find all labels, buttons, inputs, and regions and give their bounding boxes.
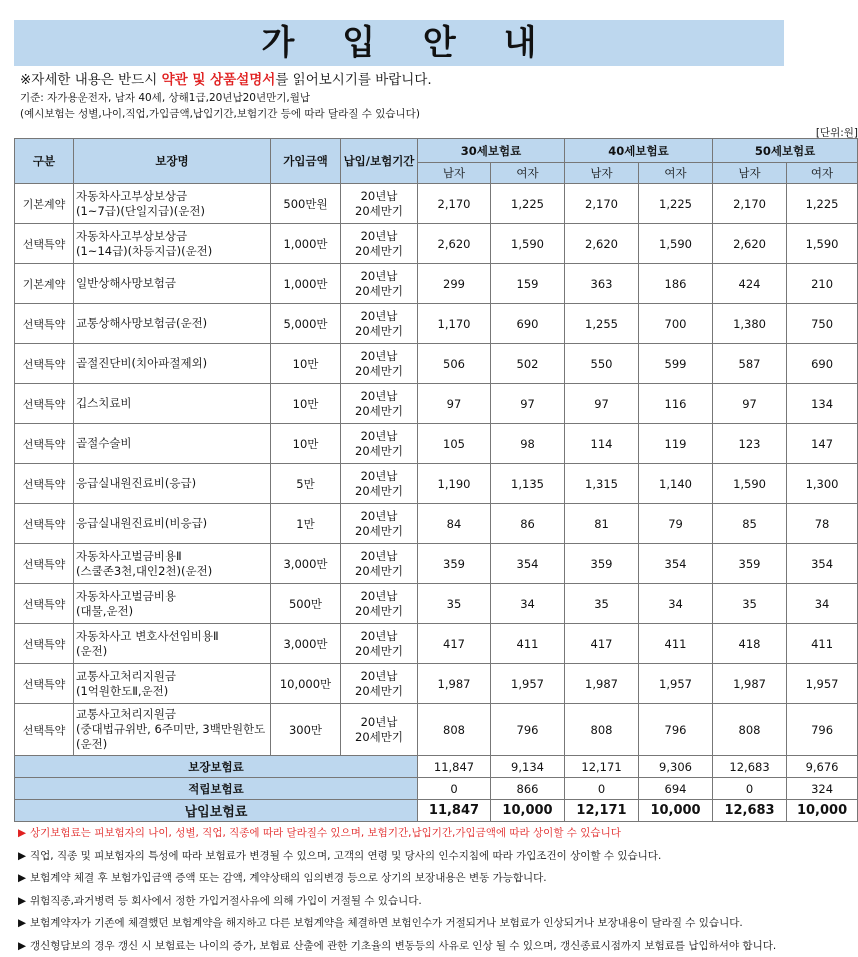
- row-pay-period: 20년납: [341, 669, 417, 684]
- row-category: 선택특약: [15, 584, 74, 624]
- total-value: 10,000: [491, 800, 565, 822]
- row-period: [341, 224, 418, 264]
- total-label: 보장보험료: [15, 756, 418, 778]
- row-premium-value: 359: [418, 544, 491, 584]
- note-text: 보험계약 체결 후 보험가입금액 증액 또는 감액, 계약상태의 임의변경 등으로 상기의 보장내용은 변동 가능합니다.: [30, 872, 547, 884]
- note-text: 상기보험료는 피보험자의 나이, 성별, 직업, 직종에 따라 달라질수 있으며, 보험기간,납입기간,가입금액에 따라 상이할 수 있습니다: [30, 827, 621, 839]
- table-row: [15, 184, 858, 224]
- row-premium-value: 1,380: [713, 304, 787, 344]
- row-premium-value: 1,987: [713, 664, 787, 704]
- row-period: [341, 344, 418, 384]
- row-coverage-line2: (1~7급)(단일지급)(운전): [76, 204, 270, 219]
- row-category: 선택특약: [15, 504, 74, 544]
- total-value: 9,306: [639, 756, 713, 778]
- row-premium-value: 35: [565, 584, 639, 624]
- header-female: 여자: [491, 163, 565, 184]
- table-row: [15, 264, 858, 304]
- row-premium-value: 2,170: [418, 184, 491, 224]
- row-premium-value: 1,957: [787, 664, 858, 704]
- row-premium-value: 1,225: [491, 184, 565, 224]
- row-coverage-period: 20세만기: [341, 730, 417, 745]
- total-value: 11,847: [418, 800, 491, 822]
- row-pay-period: 20년납: [341, 589, 417, 604]
- row-category: 선택특약: [15, 424, 74, 464]
- row-coverage-name: [74, 464, 271, 504]
- row-period: [341, 504, 418, 544]
- row-coverage-period: 20세만기: [341, 364, 417, 379]
- page-title: 가 입 안 내: [244, 23, 555, 63]
- row-premium-value: 79: [639, 504, 713, 544]
- header-category: 구분: [15, 139, 74, 184]
- row-category: 선택특약: [15, 704, 74, 756]
- total-value: 0: [565, 778, 639, 800]
- row-premium-value: 98: [491, 424, 565, 464]
- notes-list: [18, 822, 856, 957]
- total-value: 694: [639, 778, 713, 800]
- row-coverage-name: [74, 384, 271, 424]
- row-premium-value: 359: [713, 544, 787, 584]
- row-premium-value: 363: [565, 264, 639, 304]
- row-premium-value: 35: [713, 584, 787, 624]
- row-premium-value: 1,590: [713, 464, 787, 504]
- row-premium-value: 808: [565, 704, 639, 756]
- row-premium-value: 1,590: [491, 224, 565, 264]
- row-premium-value: 417: [565, 624, 639, 664]
- row-coverage-line1: 자동차사고부상보상금: [76, 189, 270, 204]
- row-premium-value: 2,170: [713, 184, 787, 224]
- row-coverage-name: [74, 224, 271, 264]
- row-premium-value: 411: [639, 624, 713, 664]
- row-coverage-name: [74, 264, 271, 304]
- row-amount: 10만: [271, 424, 341, 464]
- triangle-bullet-icon: ▶: [18, 935, 30, 957]
- row-premium-value: 354: [491, 544, 565, 584]
- row-amount: 10만: [271, 384, 341, 424]
- table-row: [15, 464, 858, 504]
- total-value: 9,134: [491, 756, 565, 778]
- row-premium-value: 411: [787, 624, 858, 664]
- note-text: 위험직종,과거병력 등 회사에서 정한 가입거절사유에 의해 가입이 거절될 수 있습니다.: [30, 895, 422, 907]
- total-value: 0: [418, 778, 491, 800]
- row-premium-value: 123: [713, 424, 787, 464]
- example-text: (예시보험는 성별,나이,직업,가입금액,납입기간,보험기간 등에 따라 달라질 수 있습니다): [20, 106, 420, 121]
- row-amount: 1,000만: [271, 264, 341, 304]
- row-premium-value: 116: [639, 384, 713, 424]
- row-premium-value: 186: [639, 264, 713, 304]
- row-premium-value: 506: [418, 344, 491, 384]
- row-premium-value: 2,620: [418, 224, 491, 264]
- row-premium-value: 159: [491, 264, 565, 304]
- total-value: 866: [491, 778, 565, 800]
- row-coverage-line1: 자동차사고벌금비용Ⅱ: [76, 549, 270, 564]
- header-male: 남자: [713, 163, 787, 184]
- row-premium-value: 1,225: [639, 184, 713, 224]
- row-pay-period: 20년납: [341, 715, 417, 730]
- row-coverage-name: [74, 624, 271, 664]
- header-female: 여자: [787, 163, 858, 184]
- row-premium-value: 1,140: [639, 464, 713, 504]
- row-coverage-name: [74, 504, 271, 544]
- row-premium-value: 796: [639, 704, 713, 756]
- row-coverage-period: 20세만기: [341, 644, 417, 659]
- row-premium-value: 1,590: [639, 224, 713, 264]
- header-coverage: 보장명: [74, 139, 271, 184]
- row-premium-value: 354: [639, 544, 713, 584]
- row-coverage-period: 20세만기: [341, 244, 417, 259]
- table-row: [15, 504, 858, 544]
- row-amount: 10,000만: [271, 664, 341, 704]
- row-premium-value: 85: [713, 504, 787, 544]
- row-period: [341, 304, 418, 344]
- row-period: [341, 264, 418, 304]
- row-category: 선택특약: [15, 304, 74, 344]
- table-row: [15, 384, 858, 424]
- row-premium-value: 1,957: [639, 664, 713, 704]
- row-premium-value: 97: [565, 384, 639, 424]
- row-coverage-name: [74, 304, 271, 344]
- basis-text: 기준: 자가용운전자, 남자 40세, 상해1급,20년납20년만기,월납: [20, 90, 310, 105]
- table-row: [15, 304, 858, 344]
- row-pay-period: 20년납: [341, 309, 417, 324]
- note-text: 직업, 직종 및 피보험자의 특성에 따라 보험료가 변경될 수 있으며, 고객의 연령 및 당사의 인수지침에 따라 가입조건이 상이할 수 있습니다.: [30, 850, 661, 862]
- table-row: [15, 424, 858, 464]
- row-premium-value: 2,620: [713, 224, 787, 264]
- row-premium-value: 690: [787, 344, 858, 384]
- total-rows: [15, 756, 858, 822]
- header-amount: 가입금액: [271, 139, 341, 184]
- row-pay-period: 20년납: [341, 269, 417, 284]
- row-premium-value: 599: [639, 344, 713, 384]
- row-premium-value: 1,135: [491, 464, 565, 504]
- total-value: 12,683: [713, 756, 787, 778]
- row-coverage-name: [74, 664, 271, 704]
- row-period: [341, 184, 418, 224]
- row-coverage-line1: 일반상해사망보험금: [76, 276, 270, 291]
- total-value: 324: [787, 778, 858, 800]
- row-coverage-line2: (스쿨존3천,대인2천)(운전): [76, 564, 270, 579]
- row-premium-value: 418: [713, 624, 787, 664]
- row-coverage-line1: 자동차사고 변호사선임비용Ⅱ: [76, 629, 270, 644]
- total-value: 12,683: [713, 800, 787, 822]
- notice-term-manual: 상품설명서: [210, 72, 275, 88]
- triangle-bullet-icon: ▶: [18, 867, 30, 890]
- row-category: 선택특약: [15, 664, 74, 704]
- row-premium-value: 550: [565, 344, 639, 384]
- table-row: [15, 704, 858, 756]
- row-period: [341, 544, 418, 584]
- row-coverage-line1: 교통사고처리지원금: [76, 669, 270, 684]
- total-value: 12,171: [565, 756, 639, 778]
- row-premium-value: 690: [491, 304, 565, 344]
- row-coverage-line2: (대물,운전): [76, 604, 270, 619]
- row-amount: 5만: [271, 464, 341, 504]
- row-pay-period: 20년납: [341, 469, 417, 484]
- table-row: [15, 224, 858, 264]
- row-period: [341, 424, 418, 464]
- total-value: 0: [713, 778, 787, 800]
- row-coverage-period: 20세만기: [341, 404, 417, 419]
- row-coverage-period: 20세만기: [341, 524, 417, 539]
- total-label: 납입보험료: [15, 800, 418, 822]
- row-coverage-line1: 교통상해사망보험금(운전): [76, 316, 270, 331]
- row-coverage-name: [74, 184, 271, 224]
- row-premium-value: 147: [787, 424, 858, 464]
- row-premium-value: 134: [787, 384, 858, 424]
- row-premium-value: 35: [418, 584, 491, 624]
- row-coverage-line1: 깁스치료비: [76, 396, 270, 411]
- notice-term-terms: 약관: [162, 72, 188, 88]
- row-coverage-name: [74, 344, 271, 384]
- row-premium-value: 97: [491, 384, 565, 424]
- header-period: 납입/보험기간: [341, 139, 418, 184]
- row-coverage-line1: 응급실내원진료비(비응급): [76, 516, 270, 531]
- row-pay-period: 20년납: [341, 629, 417, 644]
- row-premium-value: 411: [491, 624, 565, 664]
- table-row: [15, 624, 858, 664]
- row-premium-value: 34: [639, 584, 713, 624]
- row-premium-value: 750: [787, 304, 858, 344]
- row-premium-value: 1,957: [491, 664, 565, 704]
- row-coverage-period: 20세만기: [341, 284, 417, 299]
- row-premium-value: 1,987: [418, 664, 491, 704]
- row-premium-value: 1,170: [418, 304, 491, 344]
- note-item: [18, 912, 856, 935]
- note-item: [18, 845, 856, 868]
- row-period: [341, 624, 418, 664]
- row-coverage-line1: 응급실내원진료비(응급): [76, 476, 270, 491]
- row-coverage-period: 20세만기: [341, 324, 417, 339]
- row-amount: 500만원: [271, 184, 341, 224]
- row-premium-value: 1,190: [418, 464, 491, 504]
- row-premium-value: 1,315: [565, 464, 639, 504]
- row-coverage-period: 20세만기: [341, 444, 417, 459]
- header-male: 남자: [565, 163, 639, 184]
- row-coverage-line1: 자동차사고벌금비용: [76, 589, 270, 604]
- total-value: 11,847: [418, 756, 491, 778]
- row-period: [341, 664, 418, 704]
- coverage-rows: [15, 184, 858, 756]
- row-coverage-period: 20세만기: [341, 564, 417, 579]
- triangle-bullet-icon: ▶: [18, 822, 30, 845]
- row-amount: 3,000만: [271, 544, 341, 584]
- row-premium-value: 417: [418, 624, 491, 664]
- row-premium-value: 808: [418, 704, 491, 756]
- row-premium-value: 78: [787, 504, 858, 544]
- row-premium-value: 1,590: [787, 224, 858, 264]
- row-category: 선택특약: [15, 344, 74, 384]
- row-premium-value: 502: [491, 344, 565, 384]
- row-premium-value: 796: [491, 704, 565, 756]
- row-amount: 500만: [271, 584, 341, 624]
- row-premium-value: 105: [418, 424, 491, 464]
- notice-suffix: 를 읽어보시기를 바랍니다.: [275, 72, 431, 88]
- row-pay-period: 20년납: [341, 389, 417, 404]
- row-amount: 10만: [271, 344, 341, 384]
- row-premium-value: 119: [639, 424, 713, 464]
- row-pay-period: 20년납: [341, 509, 417, 524]
- total-value: 12,171: [565, 800, 639, 822]
- row-coverage-period: 20세만기: [341, 204, 417, 219]
- row-coverage-line2: (1~14급)(차등지급)(운전): [76, 244, 270, 259]
- row-coverage-line1: 교통사고처리지원금: [76, 707, 270, 722]
- total-row: [15, 778, 858, 800]
- row-premium-value: 424: [713, 264, 787, 304]
- total-label: 적립보험료: [15, 778, 418, 800]
- row-amount: 1만: [271, 504, 341, 544]
- header-female: 여자: [639, 163, 713, 184]
- row-category: 기본계약: [15, 264, 74, 304]
- notice-and: 및: [188, 72, 210, 88]
- table-row: [15, 664, 858, 704]
- row-pay-period: 20년납: [341, 349, 417, 364]
- row-premium-value: 796: [787, 704, 858, 756]
- note-item: [18, 890, 856, 913]
- row-category: 선택특약: [15, 624, 74, 664]
- note-text: 갱신형담보의 경우 갱신 시 보험료는 나이의 증가, 보험료 산출에 관한 기초율의 변동등의 사유로 인상 될 수 있으며, 갱신종료시점까지 보험료를 납입하셔야 합니다.: [30, 940, 776, 952]
- row-pay-period: 20년납: [341, 549, 417, 564]
- row-coverage-line3: (운전): [76, 737, 270, 752]
- row-premium-value: 299: [418, 264, 491, 304]
- row-coverage-line1: 골절진단비(치아파절제외): [76, 356, 270, 371]
- row-coverage-line2: (운전): [76, 644, 270, 659]
- notice-text: [20, 68, 432, 88]
- total-value: 9,676: [787, 756, 858, 778]
- row-category: 선택특약: [15, 464, 74, 504]
- notice-prefix: ※자세한 내용은 반드시: [20, 72, 162, 88]
- row-premium-value: 808: [713, 704, 787, 756]
- total-value: 10,000: [639, 800, 713, 822]
- note-text: 보험계약자가 기존에 체결했던 보험계약을 해지하고 다른 보험계약을 체결하면 보험인수가 거절되거나 보험료가 인상되거나 보장내용이 달라질 수 있습니다.: [30, 917, 743, 929]
- row-coverage-line2: (1억원한도Ⅱ,운전): [76, 684, 270, 699]
- row-category: 선택특약: [15, 544, 74, 584]
- row-amount: 3,000만: [271, 624, 341, 664]
- row-premium-value: 97: [418, 384, 491, 424]
- row-premium-value: 359: [565, 544, 639, 584]
- row-coverage-line1: 자동차사고부상보상금: [76, 229, 270, 244]
- row-premium-value: 354: [787, 544, 858, 584]
- row-period: [341, 584, 418, 624]
- row-category: 선택특약: [15, 384, 74, 424]
- row-coverage-name: [74, 424, 271, 464]
- row-category: 선택특약: [15, 224, 74, 264]
- total-row: [15, 800, 858, 822]
- row-premium-value: 97: [713, 384, 787, 424]
- row-premium-value: 1,225: [787, 184, 858, 224]
- row-premium-value: 2,620: [565, 224, 639, 264]
- note-item: [18, 867, 856, 890]
- row-pay-period: 20년납: [341, 429, 417, 444]
- triangle-bullet-icon: ▶: [18, 912, 30, 935]
- table-row: [15, 584, 858, 624]
- premium-table: [14, 138, 858, 822]
- note-item: [18, 822, 856, 845]
- total-row: [15, 756, 858, 778]
- row-coverage-line1: 골절수술비: [76, 436, 270, 451]
- row-premium-value: 114: [565, 424, 639, 464]
- row-coverage-period: 20세만기: [341, 684, 417, 699]
- row-premium-value: 34: [491, 584, 565, 624]
- row-period: [341, 384, 418, 424]
- row-amount: 5,000만: [271, 304, 341, 344]
- row-premium-value: 34: [787, 584, 858, 624]
- triangle-bullet-icon: ▶: [18, 845, 30, 868]
- row-coverage-period: 20세만기: [341, 604, 417, 619]
- triangle-bullet-icon: ▶: [18, 890, 30, 913]
- row-premium-value: 587: [713, 344, 787, 384]
- row-premium-value: 1,300: [787, 464, 858, 504]
- header-age30: 30세보험료: [418, 139, 565, 163]
- header-male: 남자: [418, 163, 491, 184]
- unit-label: [단위:원]: [816, 125, 858, 140]
- row-premium-value: 1,987: [565, 664, 639, 704]
- row-period: [341, 464, 418, 504]
- row-period: [341, 704, 418, 756]
- row-premium-value: 210: [787, 264, 858, 304]
- table-row: [15, 544, 858, 584]
- row-coverage-name: [74, 704, 271, 756]
- row-premium-value: 84: [418, 504, 491, 544]
- row-premium-value: 700: [639, 304, 713, 344]
- row-pay-period: 20년납: [341, 229, 417, 244]
- header-age40: 40세보험료: [565, 139, 713, 163]
- row-amount: 300만: [271, 704, 341, 756]
- row-coverage-line2: (중대법규위반, 6주미만, 3백만원한도: [76, 722, 270, 737]
- row-coverage-period: 20세만기: [341, 484, 417, 499]
- row-amount: 1,000만: [271, 224, 341, 264]
- page-title-bar: [14, 20, 784, 66]
- row-premium-value: 86: [491, 504, 565, 544]
- row-coverage-name: [74, 544, 271, 584]
- table-row: [15, 344, 858, 384]
- row-premium-value: 1,255: [565, 304, 639, 344]
- row-category: 기본계약: [15, 184, 74, 224]
- header-age50: 50세보험료: [713, 139, 858, 163]
- row-pay-period: 20년납: [341, 189, 417, 204]
- row-premium-value: 2,170: [565, 184, 639, 224]
- total-value: 10,000: [787, 800, 858, 822]
- row-premium-value: 81: [565, 504, 639, 544]
- row-coverage-name: [74, 584, 271, 624]
